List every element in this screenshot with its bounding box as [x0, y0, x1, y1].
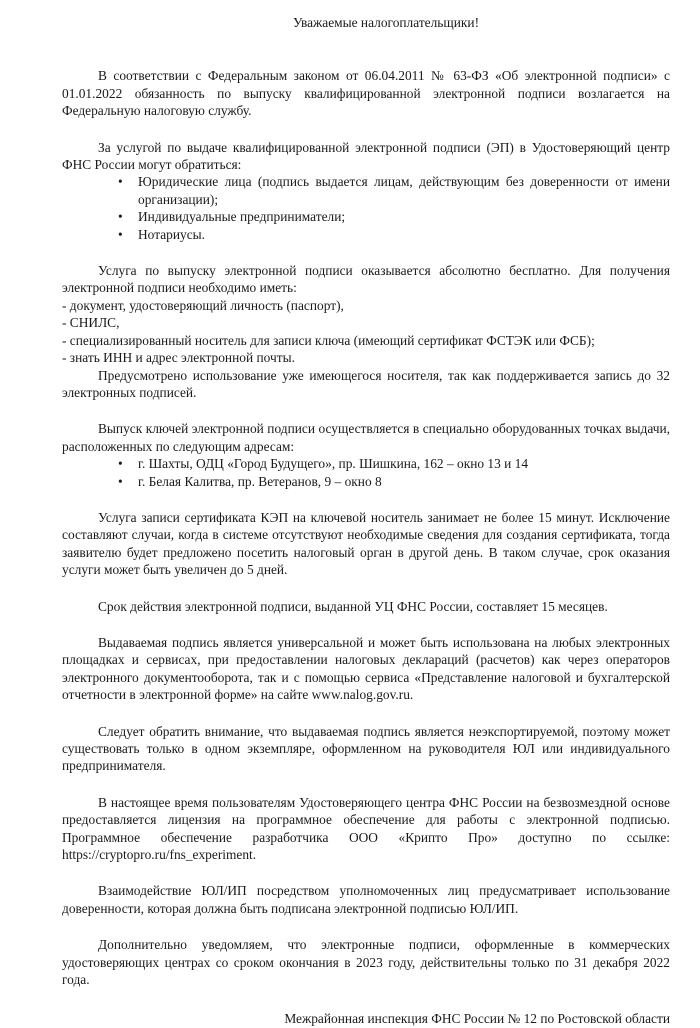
- signature: Межрайонная инспекция ФНС России № 12 по Ростовской области: [284, 1011, 670, 1027]
- paragraph-law: В соответствии с Федеральным законом от 06.04.2011 № 63-ФЗ «Об электронной подписи» с 01.01.2022 обязанность по выпуску квалифицированной электронной подписи возлагается на Федеральную налоговую службу.: [62, 68, 670, 119]
- address-list: [62, 455, 670, 490]
- paragraph-universal: Выдаваемая подпись является универсальной и может быть использована на любых электронных площадках и сервисах, при предоставлении налоговых деклараций (расчетов) как через операторов электронного документооборота, так и с помощью сервиса «Представление налоговой и бухгалтерской отчетности в электронной форме» на сайте www.nalog.gov.ru.: [62, 634, 670, 703]
- requirement-item: - СНИЛС,: [62, 315, 120, 331]
- list-item: • г. Шахты, ОДЦ «Город Будущего», пр. Шишкина, 162 – окно 13 и 14: [118, 455, 670, 472]
- paragraph-eligible-intro: За услугой по выдаче квалифицированной электронной подписи (ЭП) в Удостоверяющий центр ФНС России могут обратиться:: [62, 139, 670, 173]
- requirement-item: - документ, удостоверяющий личность (паспорт),: [62, 297, 344, 313]
- eligible-list: [62, 173, 670, 243]
- paragraph-duration: Услуга записи сертификата КЭП на ключевой носитель занимает не более 15 минут. Исключение составляют случаи, когда в системе отсутствуют необходимые сведения для создания сертификата, тогда заявителю будет предложено посетить налоговый орган в другой день. В таком случае, срок оказания услуги может быть увеличен до 5 дней.: [62, 509, 670, 578]
- paragraph-addresses-intro: Выпуск ключей электронной подписи осуществляется в специально оборудованных точках выдачи, расположенных по следующим адресам:: [62, 421, 670, 454]
- requirement-item: - знать ИНН и адрес электронной почты.: [62, 350, 295, 366]
- paragraph-validity: Срок действия электронной подписи, выданной УЦ ФНС России, составляет 15 месяцев.: [98, 598, 608, 614]
- list-item: • Юридические лица (подпись выдается лицам, действующим без доверенности от имени организации);: [118, 173, 670, 208]
- paragraph-non-exportable: Следует обратить внимание, что выдаваемая подпись является неэкспортируемой, поэтому может существовать только в одном экземпляре, оформленном на руководителя ЮЛ или индивидуального предпринимателя.: [62, 723, 670, 774]
- list-item: • г. Белая Калитва, пр. Ветеранов, 9 – окно 8: [118, 473, 670, 490]
- document-title: Уважаемые налогоплательщики!: [292, 15, 480, 30]
- paragraph-commercial-ca: Дополнительно уведомляем, что электронные подписи, оформленные в коммерческих удостоверяющих центрах со сроком окончания в 2023 году, действительны только по 31 декабря 2022 года.: [62, 937, 670, 988]
- paragraph-requirements-intro: Услуга по выпуску электронной подписи оказывается абсолютно бесплатно. Для получения электронной подписи необходимо иметь:: [62, 263, 670, 296]
- paragraph-license: В настоящее время пользователям Удостоверяющего центра ФНС России на безвозмездной основе предоставляется лицензия на программное обеспечение для работы с электронной подписью. Программное обеспечение разработчика ООО «Крипто Про» доступно по ссылке: https://cryptopro.ru/fns_experiment.: [62, 794, 670, 863]
- paragraph-media-note: Предусмотрено использование уже имеющегося носителя, так как поддерживается запись до 32 электронных подписей.: [62, 367, 670, 400]
- requirement-item: - специализированный носитель для записи ключа (имеющий сертификат ФСТЭК или ФСБ);: [62, 332, 595, 348]
- list-item: • Нотариусы.: [118, 226, 670, 243]
- paragraph-power-of-attorney: Взаимодействие ЮЛ/ИП посредством уполномоченных лиц предусматривает использование доверенности, которая должна быть подписана электронной подписью ЮЛ/ИП.: [62, 883, 670, 916]
- list-item: • Индивидуальные предприниматели;: [118, 208, 670, 225]
